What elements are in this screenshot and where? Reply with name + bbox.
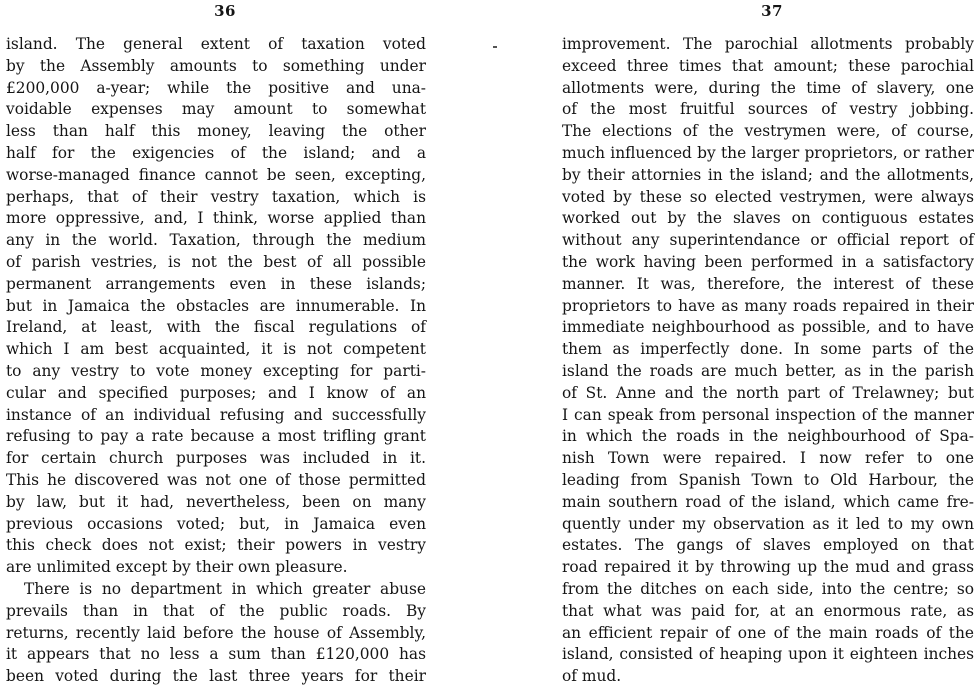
text-line: improvement. The parochial allotments probably — [562, 35, 974, 53]
page-number: 36 — [214, 2, 236, 20]
text-line: less than half this money, leaving the other — [6, 122, 426, 141]
text-line: of mud. — [562, 667, 622, 686]
text-line: island. The general extent of taxation voted — [6, 35, 426, 53]
text-line: them as imperfectly done. In some parts of the — [562, 340, 974, 359]
text-line: in which the roads in the neighbourhood of Spa- — [562, 427, 974, 446]
text-line: estates. The gangs of slaves employed on that — [562, 536, 974, 555]
text-line: voidable expenses may amount to somewhat — [6, 100, 426, 119]
text-line: nish Town were repaired. I now refer to one — [562, 449, 974, 468]
text-line: I can speak from personal inspection of the manner — [562, 405, 974, 424]
text-line: an efficient repair of one of the main roads of the — [562, 623, 974, 642]
text-line: proprietors to have as many roads repaired in their — [562, 296, 974, 315]
text-line: from the ditches on each side, into the centre; so — [562, 579, 974, 598]
text-line: main southern road of the island, which came fre- — [562, 492, 974, 511]
text-line: to any vestry to vote money excepting for parti- — [6, 361, 426, 380]
text-line: by law, but it had, nevertheless, been on many — [6, 492, 426, 511]
left-page — [0, 0, 440, 686]
text-line: manner. It was, therefore, the interest of these — [562, 274, 974, 293]
text-line: any in the world. Taxation, through the medium — [6, 231, 426, 250]
text-line: cular and specified purposes; and I know of an — [6, 383, 426, 402]
text-line: allotments were, during the time of slavery, one — [562, 78, 974, 97]
text-line: quently under my observation as it led to my own — [562, 514, 974, 533]
text-line: more oppressive, and, I think, worse applied than — [6, 209, 426, 228]
text-line: prevails than in that of the public roads. By — [6, 601, 426, 620]
page-text — [0, 34, 440, 688]
text-line: that what was paid for, at an enormous rate, as — [562, 601, 974, 620]
text-line: immediate neighbourhood as possible, and to have — [562, 318, 974, 337]
page-text — [552, 34, 980, 688]
text-line: without any superintendance or official report of — [562, 231, 974, 250]
text-line: been voted during the last three years for their — [6, 667, 426, 686]
page-number: 37 — [761, 2, 783, 20]
text-line: but in Jamaica the obstacles are innumerable. In — [6, 296, 426, 315]
text-line: previous occasions voted; but, in Jamaica even — [6, 514, 426, 533]
text-line: £200,000 a-year; while the positive and una- — [6, 78, 426, 97]
text-line: perhaps, that of their vestry taxation, which is — [6, 187, 426, 206]
text-line: this check does not exist; their powers in vestry — [6, 536, 426, 555]
text-line: are unlimited except by their own pleasure. — [6, 558, 348, 577]
text-line: refusing to pay a rate because a most trifling grant — [6, 427, 426, 446]
text-line: of parish vestries, is not the best of all possible — [6, 252, 426, 271]
text-line: by their attornies in the island; and the allotments, — [562, 165, 974, 184]
text-line: the work having been performed in a satisfactory — [562, 252, 974, 271]
text-line: half for the exigencies of the island; and a — [6, 143, 426, 162]
text-line: by the Assembly amounts to something under — [6, 56, 426, 75]
text-line: voted by these so elected vestrymen, were always — [562, 187, 974, 206]
text-line: which I am best acquainted, it is not competent — [6, 340, 426, 359]
text-line: island, consisted of heaping upon it eighteen inches — [562, 645, 974, 664]
text-line: road repaired it by throwing up the mud and grass — [562, 558, 974, 577]
text-line: The elections of the vestrymen were, of course, — [562, 122, 974, 141]
gutter — [440, 0, 552, 677]
text-line: island the roads are much better, as in the parish — [562, 361, 974, 380]
text-line: of St. Anne and the north part of Trelawney; but — [562, 383, 974, 402]
text-line: for certain church purposes was included in it. — [6, 449, 426, 468]
text-line: of the most fruitful sources of vestry jobbing. — [562, 100, 974, 119]
text-line: returns, recently laid before the house of Assembly, — [6, 623, 426, 642]
text-line: instance of an individual refusing and successfully — [6, 405, 426, 424]
text-line: Ireland, at least, with the fiscal regulations of — [6, 318, 426, 337]
text-line: permanent arrangements even in these islands; — [6, 274, 426, 293]
text-line: worked out by the slaves on contiguous estates — [562, 209, 974, 228]
scan-speck — [493, 46, 497, 48]
right-page — [552, 0, 980, 686]
text-line: exceed three times that amount; these parochial — [562, 56, 974, 75]
text-line: leading from Spanish Town to Old Harbour, the — [562, 470, 974, 489]
text-line: it appears that no less a sum than £120,000 has — [6, 645, 426, 664]
text-line: much influenced by the larger proprietors, or rather — [562, 143, 974, 162]
text-line: This he discovered was not one of those permitted — [6, 470, 426, 489]
paragraph-start-line: There is no department in which greater abuse — [24, 579, 426, 598]
text-line: worse-managed finance cannot be seen, excepting, — [6, 165, 426, 184]
